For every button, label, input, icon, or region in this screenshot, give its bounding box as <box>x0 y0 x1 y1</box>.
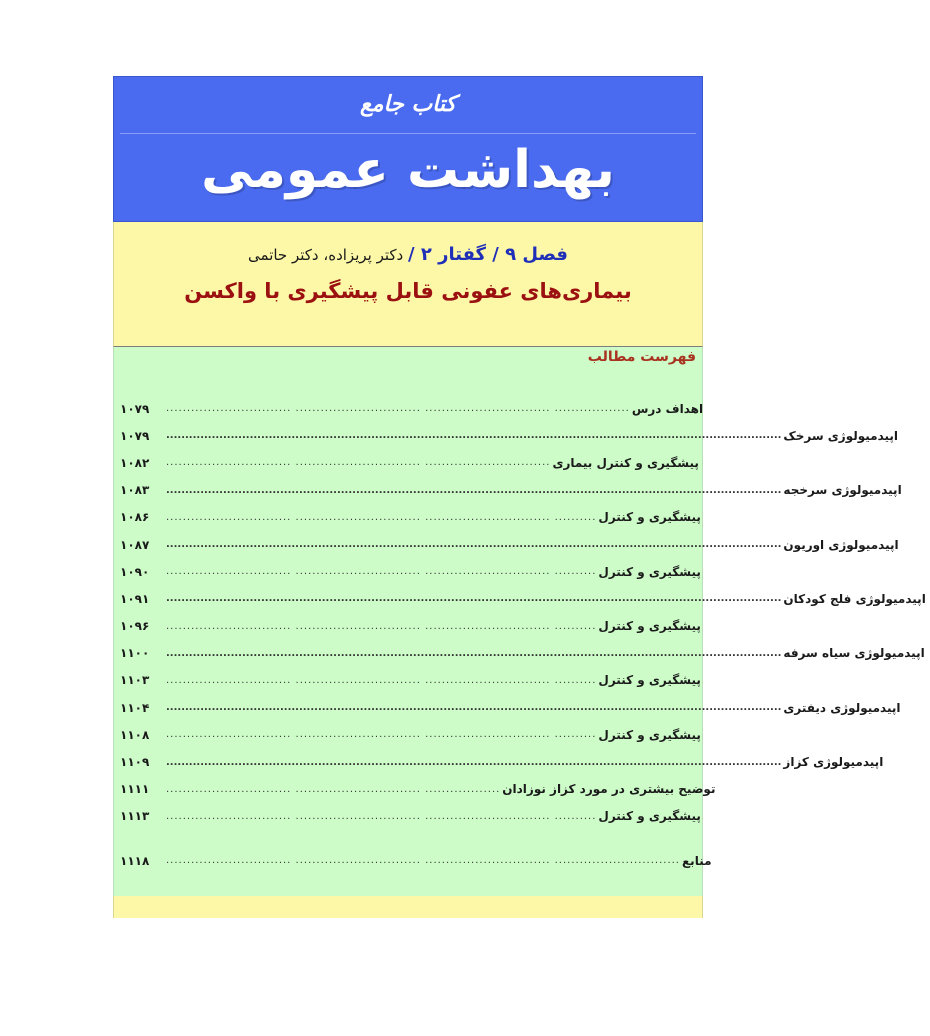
toc-label: اپیدمیولوژی فلج کودکان <box>783 591 926 606</box>
toc-label: پیشگیری و کنترل <box>598 510 701 525</box>
chapter-band <box>113 222 703 346</box>
toc-page-number: ۱۰۷۹ <box>120 428 150 443</box>
leader-dots: .................................................................................................................................................................. <box>166 484 782 496</box>
toc-label: اهداف درس <box>631 401 704 416</box>
toc-label: پیشگیری و کنترل <box>598 564 701 579</box>
leader-dots: .......... .............................. .............................. .............................. <box>166 620 597 632</box>
footer-band <box>113 896 703 918</box>
toc-entry[interactable] <box>114 477 902 504</box>
leader-dots: .......... .............................. .............................. .............................. <box>166 511 597 523</box>
toc-entry[interactable] <box>114 748 884 775</box>
toc-label: اپیدمیولوژی کزاز <box>783 755 884 770</box>
toc-entry[interactable] <box>114 803 702 830</box>
toc-page-number: ۱۰۹۱ <box>120 591 150 606</box>
toc-label: پیشگیری و کنترل <box>598 673 701 688</box>
leader-dots: .............................. .............................. .............................. .............................. <box>166 855 680 867</box>
leader-dots: .................................................................................................................................................................. <box>166 593 782 605</box>
book-title: بهداشت عمومی <box>201 140 615 200</box>
leader-dots: .......... .............................. .............................. .............................. <box>166 729 597 741</box>
toc-entry[interactable] <box>114 585 926 612</box>
toc-page-number: ۱۱۰۴ <box>120 700 150 715</box>
toc-entry[interactable] <box>114 422 899 449</box>
toc-page-number: ۱۰۹۶ <box>120 619 150 634</box>
toc-page-number: ۱۱۱۳ <box>120 809 150 824</box>
toc-page-number: ۱۰۸۲ <box>120 455 150 470</box>
leader-dots: .................. .............................. .............................. <box>166 783 501 795</box>
chapter-line <box>114 222 702 265</box>
toc-label: اپیدمیولوژی دیفتری <box>783 700 901 715</box>
toc-page-number: ۱۰۸۳ <box>120 483 150 498</box>
header-divider <box>120 133 696 134</box>
toc-label: پیشگیری و کنترل بیماری <box>552 455 699 470</box>
toc-page-number: ۱۱۰۸ <box>120 727 150 742</box>
book-header <box>113 76 703 222</box>
toc-list <box>114 395 926 874</box>
toc-entry[interactable] <box>114 449 702 476</box>
toc-entry[interactable] <box>114 640 925 667</box>
toc-label: پیشگیری و کنترل <box>598 809 701 824</box>
toc-page-number: ۱۰۸۶ <box>120 510 150 525</box>
toc-label: پیشگیری و کنترل <box>598 727 701 742</box>
toc-entry[interactable] <box>114 558 702 585</box>
leader-dots: .......... .............................. .............................. .............................. <box>166 566 597 578</box>
leader-dots: .......... .............................. .............................. .............................. <box>166 810 597 822</box>
chapter-subject: بیماری‌های عفونی قابل پیشگیری با واکسن <box>184 279 632 303</box>
toc-page-number: ۱۰۸۷ <box>120 537 150 552</box>
leader-dots: .................................................................................................................................................................. <box>166 430 782 442</box>
toc-entry[interactable] <box>114 395 702 422</box>
toc-entry[interactable] <box>114 667 702 694</box>
toc-label: اپیدمیولوژی سرخجه <box>783 483 902 498</box>
leader-dots: .......... .............................. .............................. .............................. <box>166 674 597 686</box>
toc-label: پیشگیری و کنترل <box>598 619 701 634</box>
toc-entry[interactable] <box>114 613 702 640</box>
leader-dots: .................................................................................................................................................................. <box>166 756 782 768</box>
toc-title: فهرست مطالب <box>587 349 696 365</box>
toc-label: اپیدمیولوژی سرخک <box>783 428 899 443</box>
toc-label: اپیدمیولوژی سیاه سرفه <box>783 646 925 661</box>
toc-label: منابع <box>681 853 712 868</box>
leader-dots: .............................. .............................. .............................. <box>166 457 551 469</box>
toc-page-number: ۱۰۹۰ <box>120 564 150 579</box>
toc-entry[interactable] <box>114 721 702 748</box>
toc-entry[interactable] <box>114 847 712 874</box>
leader-dots: .................. .............................. .............................. .............................. <box>166 403 630 415</box>
book-label: کتاب جامع <box>360 91 456 117</box>
toc-entry[interactable] <box>114 776 716 803</box>
toc-page-number: ۱۰۷۹ <box>120 401 150 416</box>
toc-entry[interactable] <box>114 504 702 531</box>
toc-label: توضیح بیشتری در مورد کزاز نوزادان <box>502 782 716 797</box>
document-page <box>113 76 926 918</box>
toc-page-number: ۱۱۰۰ <box>120 646 150 661</box>
toc-page-number: ۱۱۱۸ <box>120 853 150 868</box>
toc-entry[interactable] <box>114 531 899 558</box>
chapter-authors: دکتر پریزاده، دکتر حاتمی <box>248 246 404 264</box>
leader-dots: .................................................................................................................................................................. <box>166 539 782 551</box>
toc-page-number: ۱۱۰۹ <box>120 755 150 770</box>
leader-dots: .................................................................................................................................................................. <box>166 702 782 714</box>
leader-dots: .................................................................................................................................................................. <box>166 647 782 659</box>
toc-entry[interactable] <box>114 694 901 721</box>
toc-label: اپیدمیولوژی اوریون <box>783 537 899 552</box>
chapter-heading: فصل ۹ / گفتار ۲ / <box>408 244 568 265</box>
toc-page-number: ۱۱۱۱ <box>120 782 150 797</box>
table-of-contents <box>113 346 926 896</box>
toc-page-number: ۱۱۰۳ <box>120 673 150 688</box>
